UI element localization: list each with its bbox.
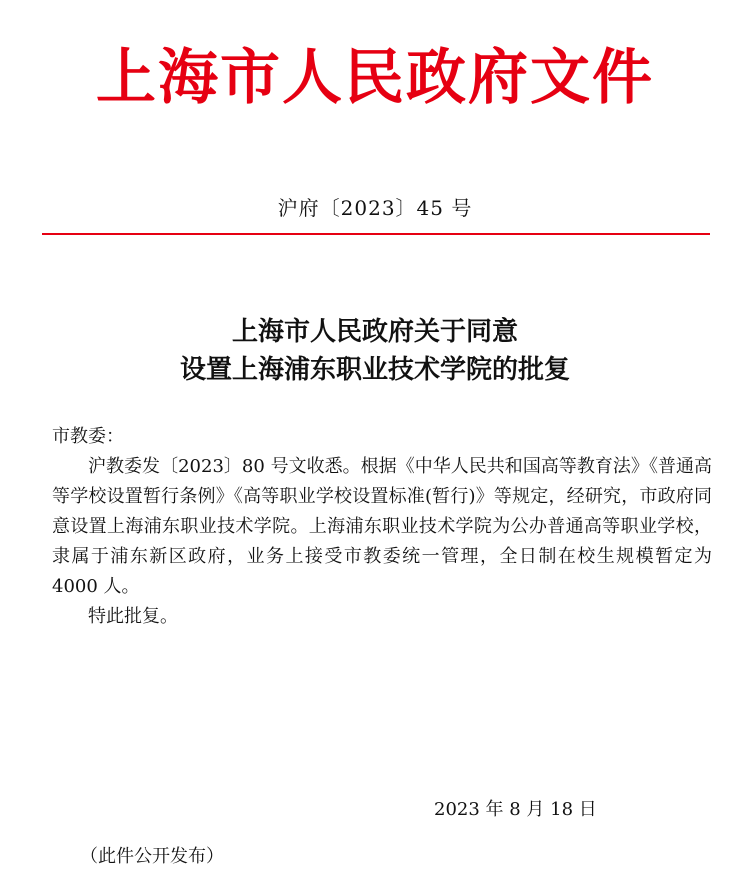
addressee: 市教委： xyxy=(52,426,124,447)
red-divider-line xyxy=(42,233,710,235)
masthead-title: 上海市人民政府文件 xyxy=(96,43,654,113)
closing-remark: 特此批复。 xyxy=(88,606,178,627)
title-line-2: 设置上海浦东职业技术学院的批复 xyxy=(179,355,570,385)
publication-note: （此件公开发布） xyxy=(80,846,224,867)
title-line-1: 上海市人民政府关于同意 xyxy=(231,317,518,347)
issue-date: 2023 年 8 月 18 日 xyxy=(434,799,597,820)
document-body xyxy=(52,422,712,632)
document-number: 沪府〔2023〕45 号 xyxy=(277,196,473,220)
document-title xyxy=(0,313,750,389)
body-paragraph: 沪教委发〔2023〕80 号文收悉。根据《中华人民共和国高等教育法》《普通高等学校设置暂行条例》《高等职业学校设置标准(暂行)》等规定，经研究，市政府同意设置上海浦东职业技术学院。上海浦东职业技术学院为公办普通高等职业学校，隶属于浦东新区政府，业务上接受市教委统一管理，全日制在校生规模暂定为 4000 人。 xyxy=(52,456,712,597)
